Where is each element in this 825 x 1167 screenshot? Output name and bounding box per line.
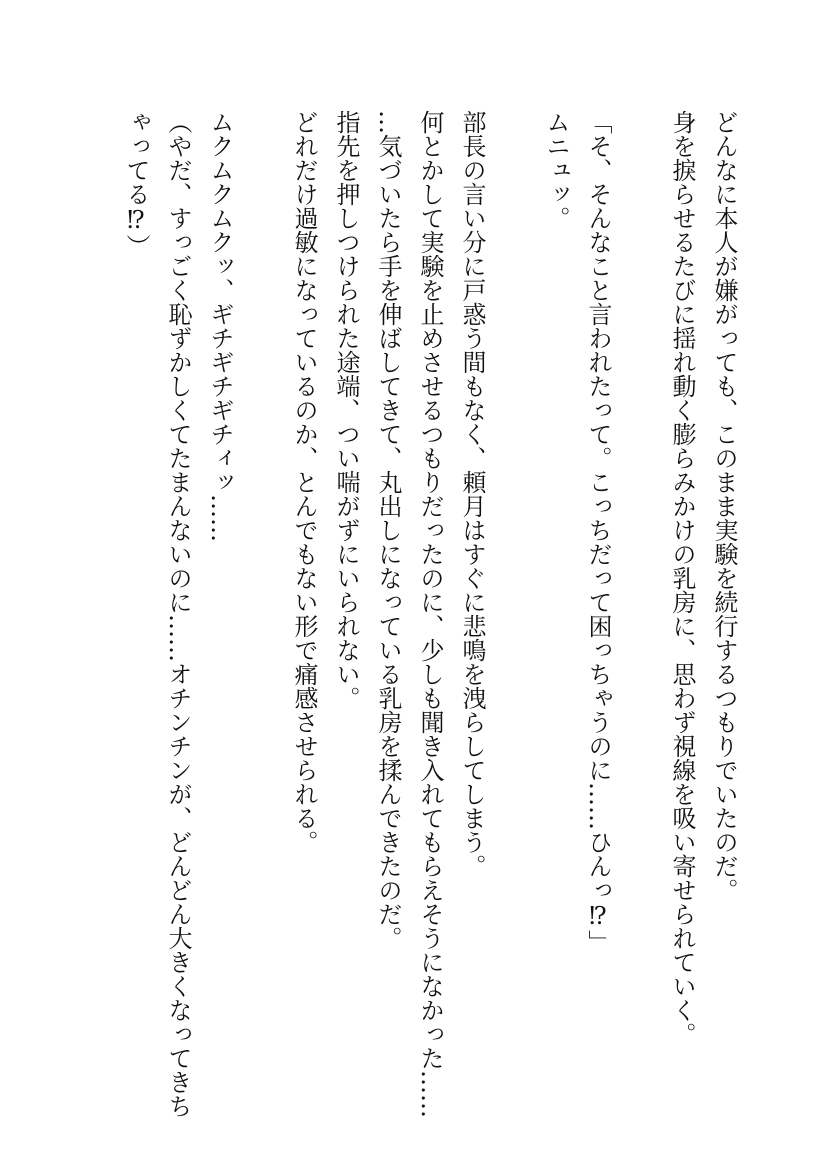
text-line: …気づいたら手を伸ばしてきて、丸出しになっている乳房を揉んできたのだ。 (374, 110, 402, 950)
text-line: 何とかして実験を止めさせるつもりだったのに、少しも聞き入れてもらえそうになかった…… (416, 110, 444, 1118)
text-line: 指先を押しつけられた途端、つい喘がずにいられない。 (332, 110, 360, 710)
text-line: どれだけ過敏になっているのか、とんでもない形で痛感させられる。 (290, 110, 318, 854)
text-line: （やだ、すっごく恥ずかしくてたまんないのに……オチンチンが、どんどん大きくなってきち (164, 110, 192, 1118)
text-line: 「そ、そんなこと言われたって。こっちだって困っちゃうのに……ひんっ⁉」 (584, 110, 612, 954)
text-line: どんなに本人が嫌がっても、このまま実験を続行するつもりでいたのだ。 (710, 110, 738, 902)
text-line: ゃってる⁉） (122, 110, 150, 258)
text-line: 身を捩らせるたびに揺れ動く膨らみかけの乳房に、思わず視線を吸い寄せられていく。 (668, 110, 696, 1046)
vertical-text-body (115, 110, 745, 1118)
paragraph-gap (619, 110, 661, 1100)
text-line: ムクムクムクッ、ギチギチギチィッ…… (206, 110, 234, 542)
paragraph-gap (241, 110, 283, 1100)
text-line: 部長の言い分に戸惑う間もなく、頼月はすぐに悲鳴を洩らしてしまう。 (458, 110, 486, 878)
text-line: ムニュッ。 (542, 110, 570, 230)
paragraph-gap (493, 110, 535, 1100)
